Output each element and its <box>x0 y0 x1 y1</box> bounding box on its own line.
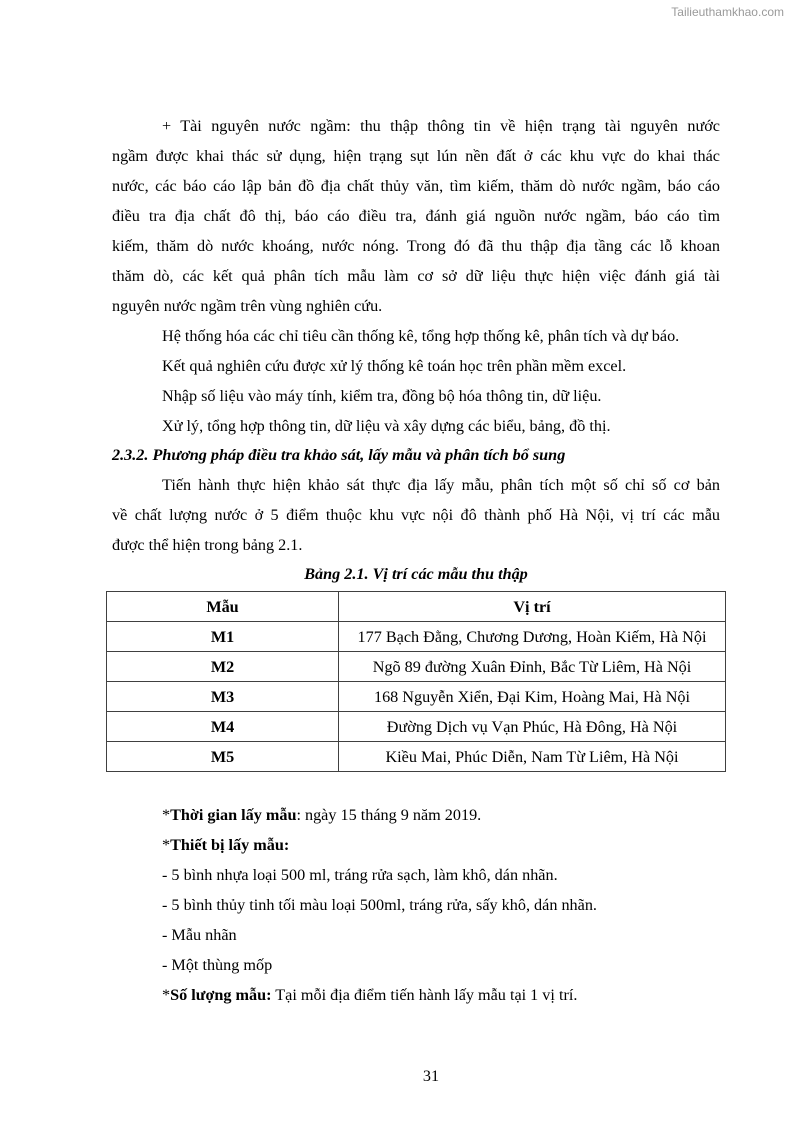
table-row <box>107 682 726 712</box>
paragraph-line: kiếm, thăm dò nước khoáng, nước nóng. Trong đó đã thu thập địa tầng các lỗ khoan <box>112 237 720 255</box>
processing-step: Kết quả nghiên cứu được xử lý thống kê toán học trên phần mềm excel. <box>162 357 627 375</box>
table-row <box>107 652 726 682</box>
cell-sample: M4 <box>107 712 339 742</box>
sampling-time-label: Thời gian lấy mẫu <box>170 806 297 824</box>
cell-location: 177 Bạch Đằng, Chương Dương, Hoàn Kiếm, Hà Nội <box>339 622 726 652</box>
sampling-time-value: : ngày 15 tháng 9 năm 2019. <box>296 806 482 824</box>
cell-location: 168 Nguyễn Xiển, Đại Kim, Hoàng Mai, Hà Nội <box>339 682 726 712</box>
cell-location: Đường Dịch vụ Vạn Phúc, Hà Đông, Hà Nội <box>339 712 726 742</box>
equipment-item: - 5 bình thủy tinh tối màu loại 500ml, tráng rửa, sấy khô, dán nhãn. <box>162 896 597 914</box>
processing-step: Nhập số liệu vào máy tính, kiểm tra, đồng bộ hóa thông tin, dữ liệu. <box>162 387 602 405</box>
watermark: Tailieuthamkhao.com <box>671 5 784 19</box>
paragraph-line: về chất lượng nước ở 5 điểm thuộc khu vực nội đô thành phố Hà Nội, vị trí các mẫu <box>112 506 720 524</box>
table-caption: Bảng 2.1. Vị trí các mẫu thu thập <box>304 565 528 583</box>
sampling-quantity-label: Số lượng mẫu: <box>170 986 272 1004</box>
sampling-equipment-heading <box>162 835 720 855</box>
paragraph-line: nước, các báo cáo lập bản đồ địa chất thủy văn, tìm kiếm, thăm dò nước ngầm, báo cáo <box>112 177 720 195</box>
cell-sample: M5 <box>107 742 339 772</box>
sampling-time <box>162 805 720 825</box>
paragraph-line: được thể hiện trong bảng 2.1. <box>112 536 303 554</box>
cell-location: Kiều Mai, Phúc Diễn, Nam Từ Liêm, Hà Nội <box>339 742 726 772</box>
cell-sample: M1 <box>107 622 339 652</box>
paragraph-line: + Tài nguyên nước ngầm: thu thập thông tin về hiện trạng tài nguyên nước <box>162 117 720 135</box>
paragraph-line: Tiến hành thực hiện khảo sát thực địa lấy mẫu, phân tích một số chỉ số cơ bản <box>162 476 720 494</box>
sampling-quantity-value: Tại mỗi địa điểm tiến hành lấy mẫu tại 1 vị trí. <box>271 986 578 1004</box>
table-row <box>107 622 726 652</box>
table-row <box>107 742 726 772</box>
page-number: 31 <box>422 1067 440 1085</box>
header-sample: Mẫu <box>107 592 339 622</box>
cell-location: Ngõ 89 đường Xuân Đỉnh, Bắc Từ Liêm, Hà Nội <box>339 652 726 682</box>
table-row <box>107 712 726 742</box>
equipment-item: - Mẫu nhãn <box>162 926 237 944</box>
sampling-equipment-label: Thiết bị lấy mẫu: <box>170 836 290 854</box>
cell-sample: M3 <box>107 682 339 712</box>
processing-step: Xử lý, tổng hợp thông tin, dữ liệu và xây dựng các biểu, bảng, đồ thị. <box>162 417 611 435</box>
paragraph-line: điều tra địa chất đô thị, báo cáo điều tra, đánh giá nguồn nước ngầm, báo cáo tìm <box>112 207 720 225</box>
equipment-item: - 5 bình nhựa loại 500 ml, tráng rửa sạch, làm khô, dán nhãn. <box>162 866 558 884</box>
cell-sample: M2 <box>107 652 339 682</box>
equipment-item: - Một thùng mốp <box>162 956 273 974</box>
paragraph-line: thăm dò, các kết quả phân tích mẫu làm cơ sở dữ liệu thực hiện việc đánh giá tài <box>112 267 720 285</box>
sampling-quantity <box>162 985 720 1005</box>
header-location: Vị trí <box>339 592 726 622</box>
paragraph-line: nguyên nước ngầm trên vùng nghiên cứu. <box>112 297 383 315</box>
bullet-star: * <box>162 806 171 824</box>
table-header-row <box>107 592 726 622</box>
processing-step: Hệ thống hóa các chỉ tiêu cần thống kê, tổng hợp thống kê, phân tích và dự báo. <box>162 327 680 345</box>
bullet-star: * <box>162 836 171 854</box>
paragraph-line: ngầm được khai thác sử dụng, hiện trạng sụt lún nền đất ở các khu vực do khai thác <box>112 147 720 165</box>
sample-location-table <box>106 591 726 772</box>
bullet-star: * <box>162 986 171 1004</box>
section-heading: 2.3.2. Phương pháp điều tra khảo sát, lấy mẫu và phân tích bổ sung <box>112 446 566 464</box>
